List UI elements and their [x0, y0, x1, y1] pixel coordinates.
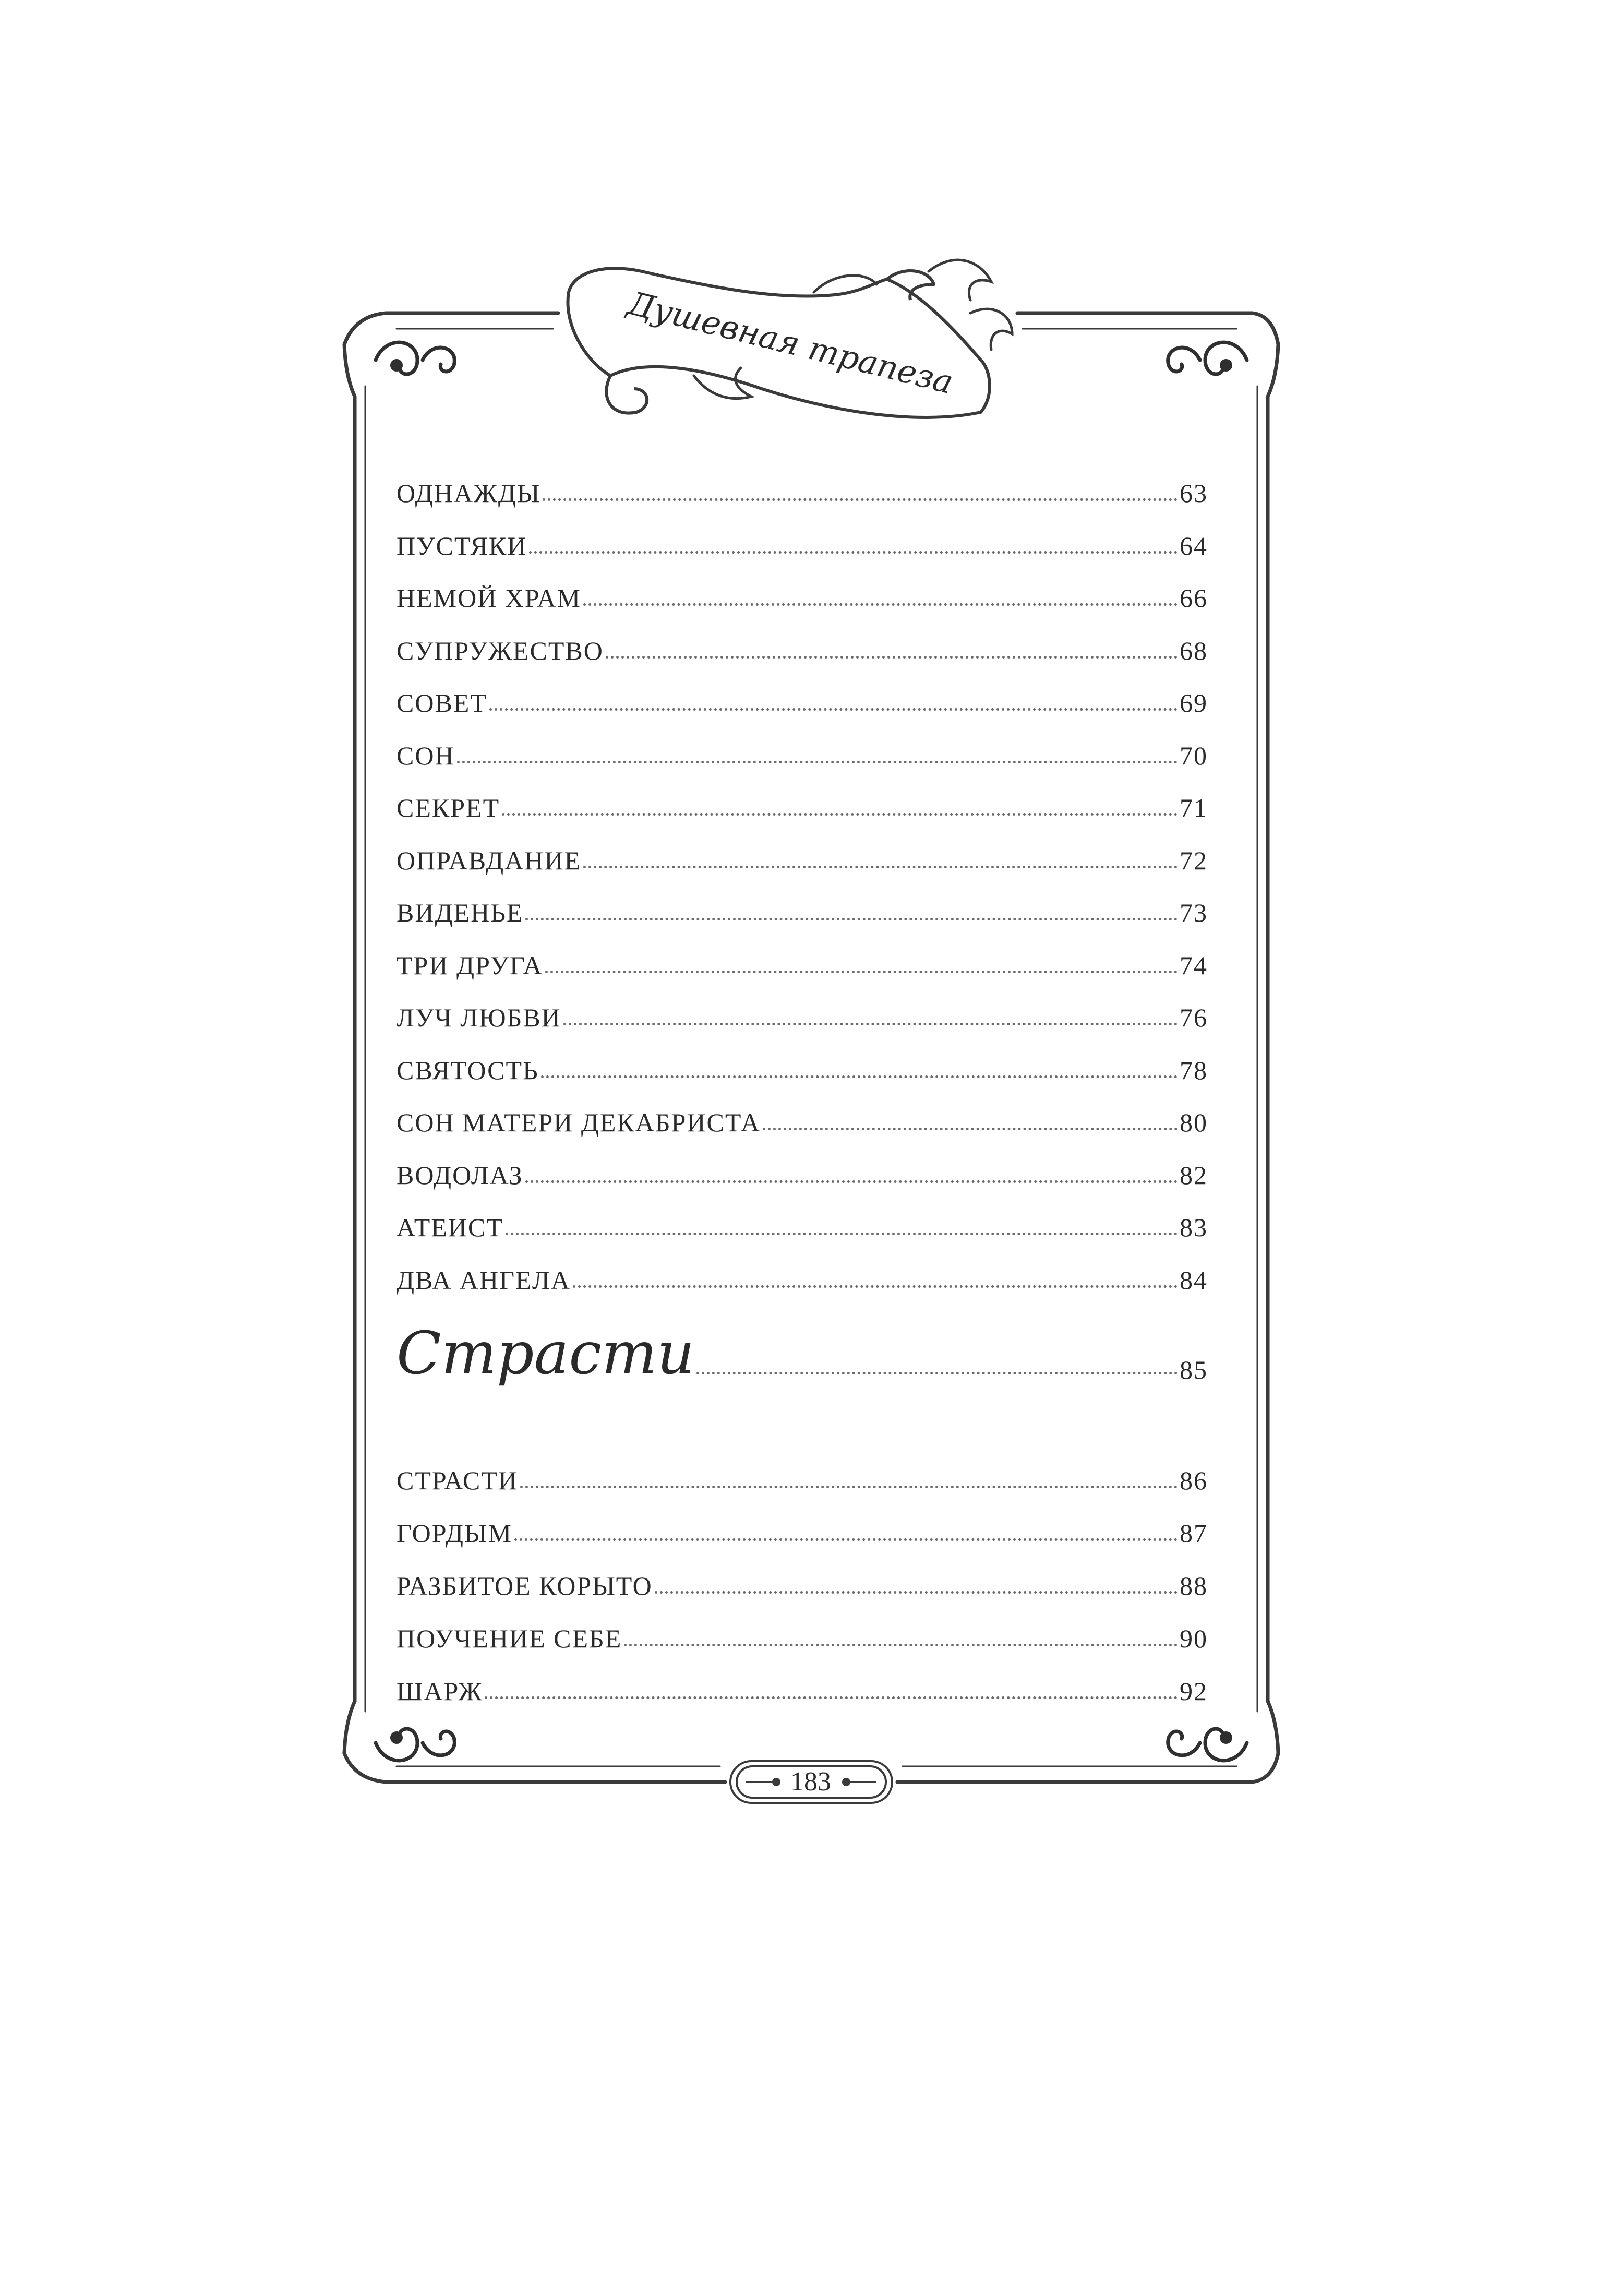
entry-page-number: 90 [1180, 1624, 1208, 1653]
entry-page-number: 72 [1180, 846, 1208, 875]
corner-swirl-top-left-icon [376, 342, 454, 374]
entry-title: СУПРУЖЕСТВО [397, 636, 604, 665]
frame-top-left [344, 313, 386, 344]
dot-leader [563, 1023, 1178, 1025]
dot-leader [583, 866, 1178, 868]
dot-leader [763, 1128, 1178, 1130]
entry-page-number: 76 [1180, 1003, 1208, 1032]
entry-page-number: 86 [1180, 1466, 1208, 1495]
entry-title: СВЯТОСТЬ [397, 1056, 539, 1085]
entry-page-number: 88 [1180, 1571, 1208, 1600]
toc-entry[interactable] [397, 622, 1208, 664]
dot-leader [655, 1591, 1178, 1594]
entry-page-number: 74 [1180, 951, 1208, 980]
entry-page-number: 64 [1180, 531, 1208, 560]
toc-section-heading[interactable] [397, 1320, 1208, 1388]
frame-top-right [1252, 313, 1278, 344]
toc-entry[interactable] [397, 517, 1208, 559]
entry-page-number: 78 [1180, 1056, 1208, 1085]
entry-page-number: 82 [1180, 1161, 1208, 1190]
corner-swirl-top-right-icon [1168, 342, 1247, 374]
dot-leader [485, 1696, 1178, 1699]
entry-title: ПУСТЯКИ [397, 531, 527, 560]
toc-entry[interactable] [397, 1504, 1208, 1546]
toc-entry[interactable] [397, 884, 1208, 926]
entry-title: ДВА АНГЕЛА [397, 1265, 571, 1295]
entry-title: ГОРДЫМ [397, 1518, 512, 1548]
frame-bottom-left [344, 1753, 725, 1782]
entry-page-number: 83 [1180, 1213, 1208, 1242]
toc-entry[interactable] [397, 989, 1208, 1031]
frame-outer-right [1268, 344, 1278, 1753]
page-number: 183 [790, 1767, 831, 1797]
entry-title: ВИДЕНЬЕ [397, 898, 524, 927]
dot-leader [457, 761, 1178, 763]
entry-page-number: 70 [1180, 741, 1208, 770]
dot-leader [541, 1075, 1178, 1078]
toc-entry[interactable] [397, 779, 1208, 821]
dot-leader [489, 708, 1178, 711]
entry-page-number: 73 [1180, 898, 1208, 927]
entry-title: СОН [397, 741, 455, 770]
toc-entry[interactable] [397, 937, 1208, 978]
dot-leader [606, 656, 1178, 659]
entry-page-number: 66 [1180, 583, 1208, 613]
entry-title: ОПРАВДАНИЕ [397, 846, 582, 875]
toc-entry[interactable] [397, 569, 1208, 611]
entry-title: ПОУЧЕНИЕ СЕБЕ [397, 1624, 622, 1653]
entry-title: ОДНАЖДЫ [397, 479, 541, 508]
toc-entry[interactable] [397, 464, 1208, 506]
toc-entry[interactable] [397, 1663, 1208, 1704]
toc-entry[interactable] [397, 1251, 1208, 1293]
dot-leader [502, 813, 1178, 816]
corner-swirl-bottom-left-icon [376, 1729, 454, 1761]
toc-entry[interactable] [397, 1146, 1208, 1188]
entry-page-number: 80 [1180, 1108, 1208, 1137]
toc-entry[interactable] [397, 674, 1208, 716]
entry-title: СОН МАТЕРИ ДЕКАБРИСТА [397, 1108, 761, 1137]
section-title: Страсти [397, 1320, 695, 1388]
entry-page-number: 92 [1180, 1677, 1208, 1706]
entry-title: СЕКРЕТ [397, 793, 500, 822]
dot-leader [525, 918, 1178, 920]
toc-entry[interactable] [397, 1199, 1208, 1240]
toc-entry[interactable] [397, 1557, 1208, 1599]
dot-leader [514, 1538, 1178, 1541]
frame-bottom-right [897, 1753, 1278, 1782]
dot-leader [583, 603, 1178, 606]
dot-leader [543, 498, 1178, 501]
dot-leader [624, 1644, 1178, 1646]
entry-title: СОВЕТ [397, 688, 487, 718]
toc-entry[interactable] [397, 1610, 1208, 1652]
dot-leader [525, 1180, 1178, 1183]
entry-title: ВОДОЛАЗ [397, 1161, 523, 1190]
toc-entry[interactable] [397, 832, 1208, 874]
toc-entry[interactable] [397, 727, 1208, 769]
entry-page-number: 71 [1180, 793, 1208, 822]
entry-title: ШАРЖ [397, 1677, 483, 1706]
entry-title: НЕМОЙ ХРАМ [397, 583, 581, 613]
entry-page-number: 63 [1180, 479, 1208, 508]
entry-page-number: 84 [1180, 1265, 1208, 1295]
toc-entry[interactable] [397, 1094, 1208, 1135]
dot-leader [506, 1233, 1178, 1235]
toc-entry[interactable] [397, 1452, 1208, 1493]
banner-title: Душевная трапеза [624, 283, 957, 402]
entry-title: ТРИ ДРУГА [397, 951, 543, 980]
entry-title: СТРАСТИ [397, 1466, 518, 1495]
entry-page-number: 87 [1180, 1518, 1208, 1548]
dot-leader [573, 1285, 1178, 1288]
entry-title: ЛУЧ ЛЮБВИ [397, 1003, 561, 1032]
dot-leader [545, 971, 1178, 973]
corner-swirl-bottom-right-icon [1168, 1729, 1247, 1761]
dot-leader [696, 1372, 1178, 1374]
entry-page-number: 85 [1180, 1355, 1208, 1384]
entry-page-number: 69 [1180, 688, 1208, 718]
toc-entry[interactable] [397, 1042, 1208, 1083]
entry-title: АТЕИСТ [397, 1213, 503, 1242]
entry-title: РАЗБИТОЕ КОРЫТО [397, 1571, 653, 1600]
dot-leader [520, 1486, 1178, 1488]
entry-page-number: 68 [1180, 636, 1208, 665]
dot-leader [529, 551, 1178, 554]
